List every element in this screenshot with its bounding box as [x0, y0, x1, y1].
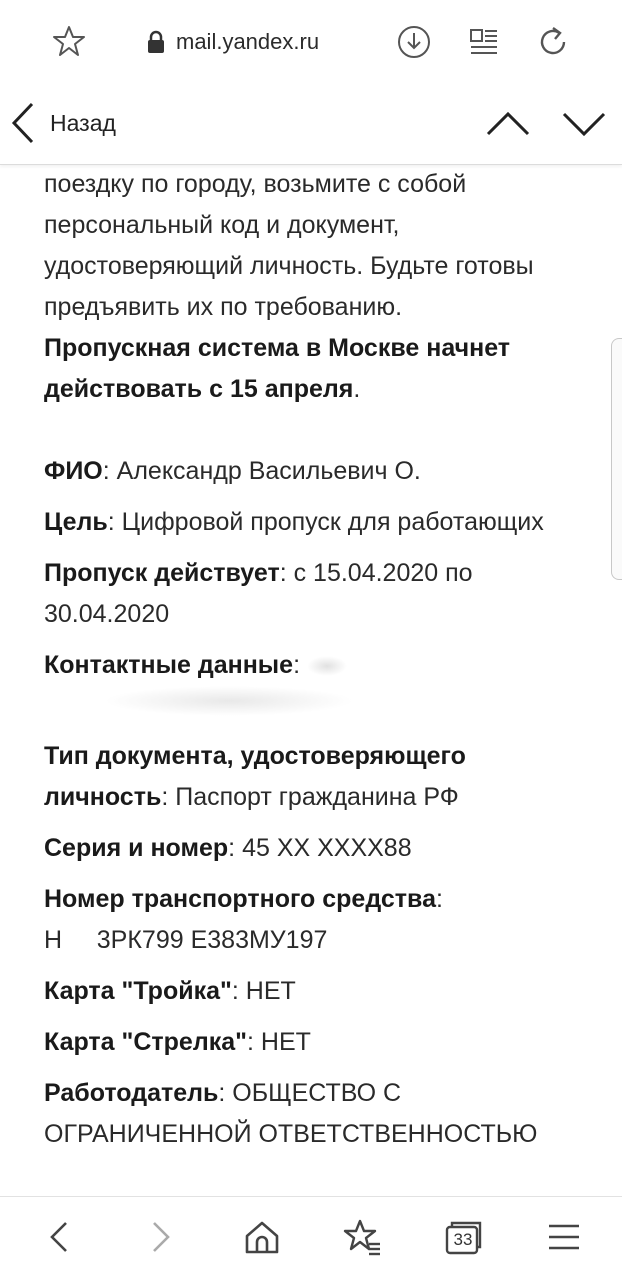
- field-id-doc-type: Тип документа, удостоверяющего личность: Паспорт гражданина РФ: [44, 742, 466, 811]
- field-employer: Работодатель: ОБЩЕСТВО С ОГРАНИЧЕННОЙ ОТВЕТСТВЕННОСТЬЮ: [44, 1079, 538, 1148]
- address-field[interactable]: [146, 26, 319, 58]
- reader-mode-icon[interactable]: [468, 26, 500, 58]
- tabs-button[interactable]: [444, 1219, 482, 1255]
- browser-bottom-toolbar: [0, 1196, 622, 1281]
- field-series-number: Серия и номер: 45 XX XXXX88: [44, 834, 412, 862]
- chevron-left-icon: [10, 101, 36, 145]
- mail-nav-bar: [0, 82, 622, 165]
- chevron-down-icon[interactable]: [560, 104, 608, 144]
- star-outline-icon[interactable]: [52, 24, 86, 58]
- browser-url-bar: [0, 0, 622, 83]
- download-icon[interactable]: [396, 24, 432, 60]
- reload-icon[interactable]: [534, 23, 572, 61]
- back-label: Назад: [50, 109, 116, 136]
- url-text: mail.yandex.ru: [176, 29, 320, 54]
- chevron-left-icon[interactable]: [40, 1217, 80, 1257]
- field-strelka-card: Карта "Стрелка": НЕТ: [44, 1028, 311, 1056]
- redacted-contact-line: [104, 686, 354, 716]
- announcement-bold: Пропускная система в Москве начнет действовать с 15 апреля: [44, 334, 511, 403]
- chevron-up-icon[interactable]: [484, 104, 532, 144]
- back-button[interactable]: [10, 100, 116, 146]
- field-fio: ФИО: Александр Васильевич О.: [44, 457, 421, 485]
- redacted-contact: [307, 656, 347, 676]
- menu-icon[interactable]: [544, 1217, 584, 1257]
- chevron-right-icon[interactable]: [140, 1217, 180, 1257]
- field-purpose: Цель: Цифровой пропуск для работающих: [44, 508, 544, 536]
- field-validity: Пропуск действует: с 15.04.2020 по 30.04.2020: [44, 559, 473, 628]
- scrollbar[interactable]: [611, 338, 622, 580]
- paragraph-announcement: Пропускная система в Москве начнет действовать с 15 апреля.: [44, 334, 511, 403]
- message-body: [44, 164, 584, 1196]
- field-contacts: Контактные данные:: [44, 645, 584, 686]
- bookmarks-star-icon[interactable]: [342, 1217, 382, 1257]
- home-icon[interactable]: [242, 1217, 282, 1257]
- lock-icon: [146, 30, 166, 54]
- tab-count: 33: [453, 1230, 473, 1249]
- paragraph-intro: поездку по городу, возьмите с собой персональный код и документ, удостоверяющий личность. Будьте готовы предъявить их по требованию.: [44, 170, 534, 321]
- field-troika-card: Карта "Тройка": НЕТ: [44, 977, 296, 1005]
- field-vehicle-number: Номер транспортного средства: Н 3РК799 Е383МУ197: [44, 885, 443, 954]
